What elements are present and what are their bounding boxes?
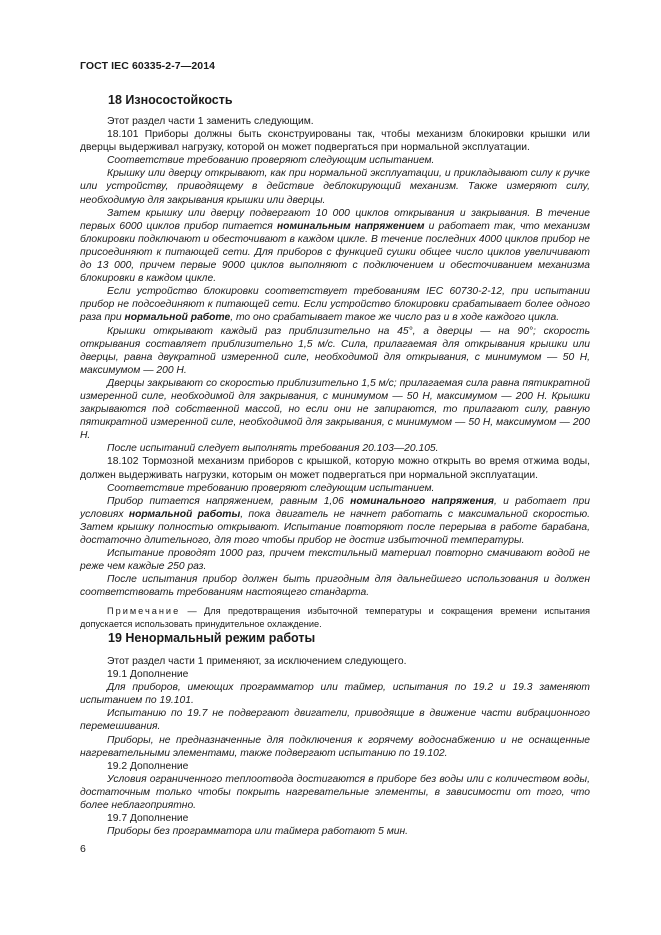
paragraph: После испытаний следует выполнять требования 20.103—20.105.: [107, 443, 439, 455]
section-19-body: [80, 655, 590, 838]
page-number: 6: [80, 843, 86, 855]
document-header: ГОСТ IEC 60335-2-7—2014: [80, 60, 216, 72]
text-run: и работает так, что механизм блокировки подключают и обесточивают в каждом цикле. В течение последних 4000 циклов прибор не присоединяют к питающей сети. Для приборов с функцией сушки общее число циклов увеличивают до 13 000, причем первые 9000 циклов выполняют с подключением и обесточиванием механизма блокировки в каждом цикле.: [80, 220, 590, 285]
section-18-body: [80, 115, 590, 630]
paragraph: Условия ограниченного теплоотвода достигаются в приборе без воды или с количеством воды, достаточным только чтобы покрыть нагревательные элементы, в зависимости от того, что более неблагоприятно.: [80, 773, 590, 812]
text-run: Прибор питается напряжением, равным 1,06: [107, 495, 351, 507]
paragraph: Приборы, не предназначенные для подключения к горячему водоснабжению и не оснащенные нагревательными элементами, также подвергают испытанию по 19.102.: [80, 734, 590, 759]
paragraph: Соответствие требованию проверяют следующим испытанием.: [107, 155, 435, 167]
section-19-title: 19 Ненормальный режим работы: [108, 631, 316, 645]
paragraph: 18.101 Приборы должны быть сконструированы так, чтобы механизм блокировки крышки или дверцы выдерживал нагрузку, которой он может подвергаться при нормальной эксплуатации.: [80, 129, 590, 154]
paragraph: 18.102 Тормозной механизм приборов с крышкой, которую можно открыть во время отжима воды, должен выдерживать нагрузки, которым он может подвергаться при нормальной эксплуатации.: [80, 456, 590, 481]
note: [80, 605, 590, 630]
paragraph: Соответствие требованию проверяют следующим испытанием.: [107, 482, 435, 494]
defined-term: номинального напряжения: [350, 495, 494, 507]
note-text: — Для предотвращения избыточной температуры и сокращения времени испытания допускается использовать принудительное охлаждение.: [80, 606, 590, 629]
paragraph: После испытания прибор должен быть пригодным для дальнейшего использования и должен соответствовать требованиям настоящего стандарта.: [80, 574, 590, 599]
paragraph: 19.2 Дополнение: [107, 760, 189, 772]
note-label: Примечание: [107, 606, 181, 617]
paragraph: Крышки открывают каждый раз приблизительно на 45°, а дверцы — на 90°; скорость открывания составляет приблизительно 1,5 м/с. Сила, прилагаемая для открывания крышки или дверцы, равна двукратной измеренной силе, необходимой для открывания, с минимумом — 50 Н, максимумом — 200 Н.: [80, 325, 590, 376]
paragraph: [80, 285, 590, 324]
text-run: , и работает при условиях: [80, 495, 591, 520]
text-run: Если устройство блокировки соответствует требованиям IEC 60730-2-12, при испытании прибор не подсоединяют к питающей сети. Если устройство блокировки срабатывает более одного раза при: [80, 286, 590, 324]
paragraph: Этот раздел части 1 применяют, за исключением следующего.: [107, 656, 407, 667]
text-run: Затем крышку или дверцу подвергают 10 000 циклов открывания и закрывания. В течение первых 6000 циклов прибор питается: [80, 207, 590, 232]
paragraph: 19.7 Дополнение: [107, 813, 189, 825]
defined-term: номинальным напряжением: [276, 220, 425, 232]
paragraph: [80, 207, 590, 286]
text-run: , то оно срабатывает такое же число раз и в ходе каждого цикла.: [230, 312, 560, 324]
paragraph: Дверцы закрывают со скоростью приблизительно 1,5 м/с; прилагаемая сила равна пятикратной измеренной силе, необходимой для закрывания, с минимумом — 50 Н, максимумом — 200 Н. Крышки закрываются под собственной массой, но если они не запираются, то прилагают силу, равную пятикратной измеренной силе, необходимой для закрывания, с минимумом — 50 Н, максимумом — 200 Н.: [80, 377, 590, 442]
defined-term: нормальной работы: [128, 508, 241, 520]
paragraph: Испытание проводят 1000 раз, причем текстильный материал повторно смачивают водой не реже чем каждые 250 раз.: [80, 548, 590, 573]
paragraph: 19.1 Дополнение: [107, 669, 189, 681]
text-run: , пока двигатель не начнет работать с максимальной скоростью. Затем крышку полностью открывают. Испытание повторяют после перерыва в работе барабана, достаточно длительного, для того чтобы прибор не достиг избыточной температуры.: [80, 508, 590, 546]
paragraph: [80, 495, 590, 547]
section-18-title: 18 Износостойкость: [108, 93, 233, 107]
paragraph: Для приборов, имеющих программатор или таймер, испытания по 19.2 и 19.3 заменяют испытанием по 19.101.: [80, 682, 590, 707]
paragraph: Испытанию по 19.7 не подвергают двигатели, приводящие в движение части вибрационного перемешивания.: [80, 708, 590, 733]
defined-term: нормальной работе: [124, 312, 231, 324]
paragraph: Крышку или дверцу открывают, как при нормальной эксплуатации, и прикладывают силу к ручке или устройству, приводящему в действие деблокирующий механизм. Также измеряют силу, необходимую для закрывания крышки или дверцы.: [80, 168, 590, 206]
paragraph: Этот раздел части 1 заменить следующим.: [107, 116, 314, 127]
paragraph: Приборы без программатора или таймера работают 5 мин.: [107, 826, 409, 838]
